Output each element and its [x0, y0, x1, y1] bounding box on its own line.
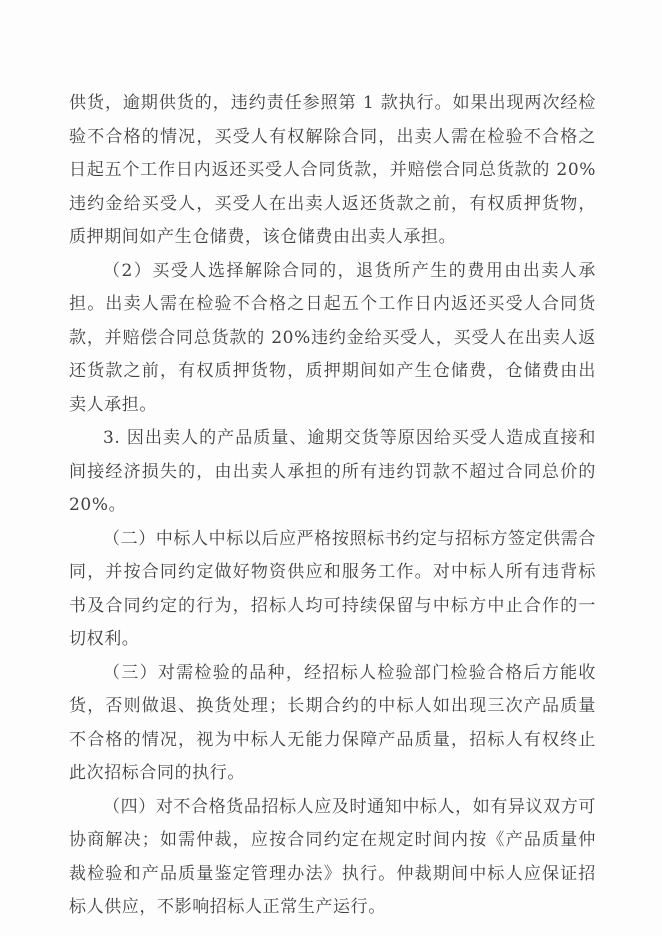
paragraph-continuation: 供货，逾期供货的，违约责任参照第 1 款执行。如果出现两次经检验不合格的情况，买受人有权解除合同，出卖人需在检验不合格之日起五个工作日内返还买受人合同货款，并赔偿合同总货款的 20%违约金给买受人，买受人在出卖人返还货款之前，有权质押货物，质押期间如产生仓储费，该仓储费由出卖人承担。 — [69, 93, 596, 247]
paragraph-clause-2: （2）买受人选择解除合同的，退货所产生的费用由出卖人承担。出卖人需在检验不合格之日起五个工作日内返还买受人合同货款，并赔偿合同总货款的 20%违约金给买受人，买受人在出卖人返还货款之前，有权质押货物，质押期间如产生仓储费，仓储费由出卖人承担。 — [69, 260, 596, 415]
paragraph-section-si: （四）对不合格货品招标人应及时通知中标人，如有异议双方可协商解决；如需仲裁，应按合同约定在规定时间内按《产品质量仲裁检验和产品质量鉴定管理办法》执行。仲裁期间中标人应保证招标人供应，不影响招标人正常生产运行。 — [69, 796, 596, 917]
paragraph-clause-3: 3. 因出卖人的产品质量、逾期交货等原因给买受人造成直接和间接经济损失的，由出卖人承担的所有违约罚款不超过合同总价的 20%。 — [69, 428, 596, 515]
paragraph-section-san: （三）对需检验的品种，经招标人检验部门检验合格后方能收货，否则做退、换货处理；长期合约的中标人如出现三次产品质量不合格的情况，视为中标人无能力保障产品质量，招标人有权终止此次招标合同的执行。 — [69, 662, 596, 783]
paragraph-section-er: （二）中标人中标以后应严格按照标书约定与招标方签定供需合同，并按合同约定做好物资供应和服务工作。对中标人所有违背标书及合同约定的行为，招标人均可持续保留与中标方中止合作的一切权利。 — [69, 528, 596, 649]
